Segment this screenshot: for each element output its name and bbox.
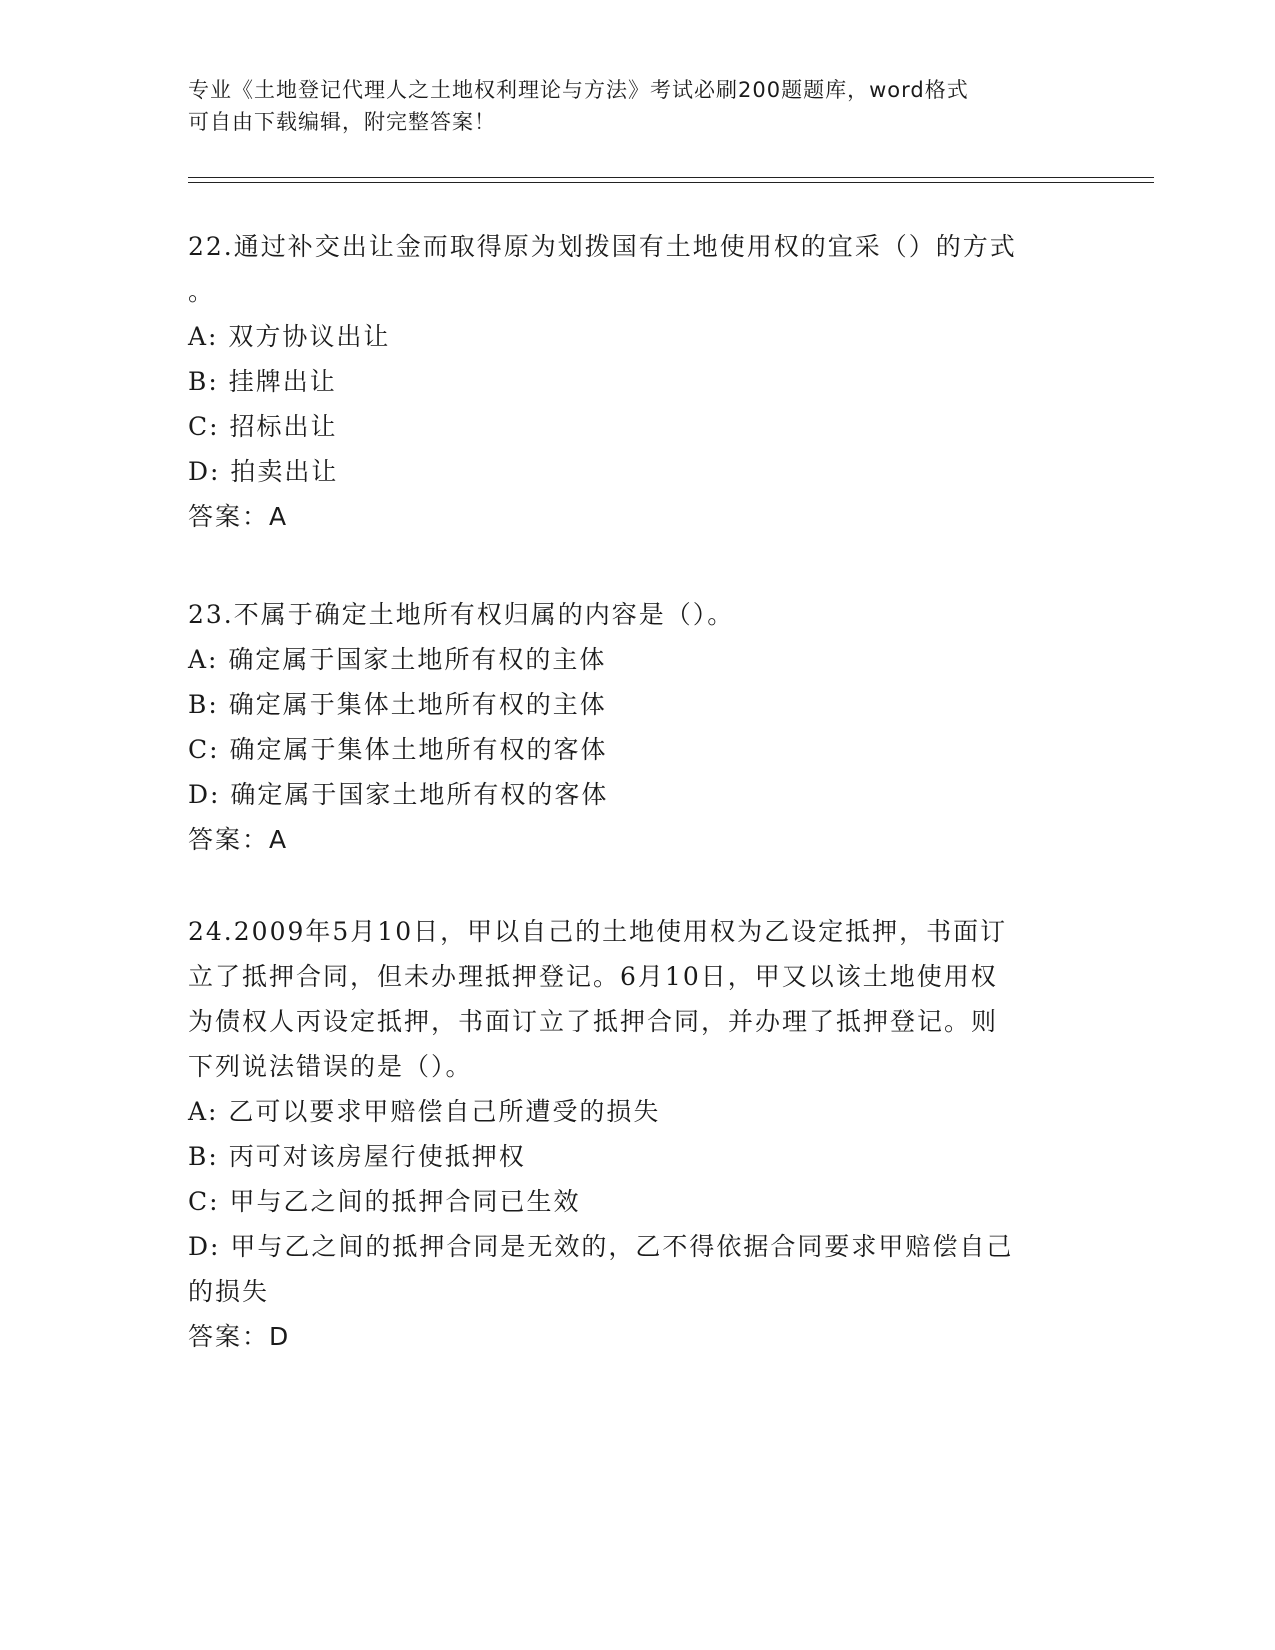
answer-label: 答案：A xyxy=(188,502,289,531)
question-22 xyxy=(188,224,1088,539)
question-stem-line: 下列说法错误的是（）。 xyxy=(188,1052,473,1081)
option-d: D: 拍卖出让 xyxy=(188,457,339,486)
option-c: C: 甲与乙之间的抵押合同已生效 xyxy=(188,1187,581,1216)
header-line-1: 专业《土地登记代理人之土地权利理论与方法》考试必刷200题题库，word格式 xyxy=(188,78,969,102)
option-b: B: 丙可对该房屋行使抵押权 xyxy=(188,1142,526,1171)
answer-label: 答案：D xyxy=(188,1322,291,1351)
option-c: C: 招标出让 xyxy=(188,412,338,441)
option-d: D: 甲与乙之间的抵押合同是无效的，乙不得依据合同要求甲赔偿自己 xyxy=(188,1232,1014,1261)
document-header xyxy=(188,74,1068,138)
question-stem-line: 。 xyxy=(188,277,216,306)
option-d: D: 确定属于国家土地所有权的客体 xyxy=(188,780,609,809)
option-b: B: 挂牌出让 xyxy=(188,367,337,396)
question-24 xyxy=(188,909,1088,1359)
header-divider-top xyxy=(188,177,1154,178)
option-b: B: 确定属于集体土地所有权的主体 xyxy=(188,690,607,719)
header-divider-bottom xyxy=(188,182,1154,183)
option-a: A: 确定属于国家土地所有权的主体 xyxy=(188,645,607,674)
answer-label: 答案：A xyxy=(188,825,289,854)
question-stem-line: 为债权人丙设定抵押，书面订立了抵押合同，并办理了抵押登记。则 xyxy=(188,1007,999,1036)
question-stem-line: 22.通过补交出让金而取得原为划拨国有土地使用权的宜采（）的方式 xyxy=(188,232,1017,261)
question-23 xyxy=(188,592,1088,862)
question-stem-line: 24.2009年5月10日，甲以自己的土地使用权为乙设定抵押，书面订 xyxy=(188,917,1008,946)
option-d-continued: 的损失 xyxy=(188,1277,270,1306)
option-a: A: 双方协议出让 xyxy=(188,322,391,351)
option-c: C: 确定属于集体土地所有权的客体 xyxy=(188,735,608,764)
option-a: A: 乙可以要求甲赔偿自己所遭受的损失 xyxy=(188,1097,661,1126)
question-stem-line: 立了抵押合同，但未办理抵押登记。6月10日，甲又以该土地使用权 xyxy=(188,962,998,991)
header-line-2: 可自由下载编辑，附完整答案！ xyxy=(188,110,496,134)
question-stem-line: 23.不属于确定土地所有权归属的内容是（）。 xyxy=(188,600,735,629)
